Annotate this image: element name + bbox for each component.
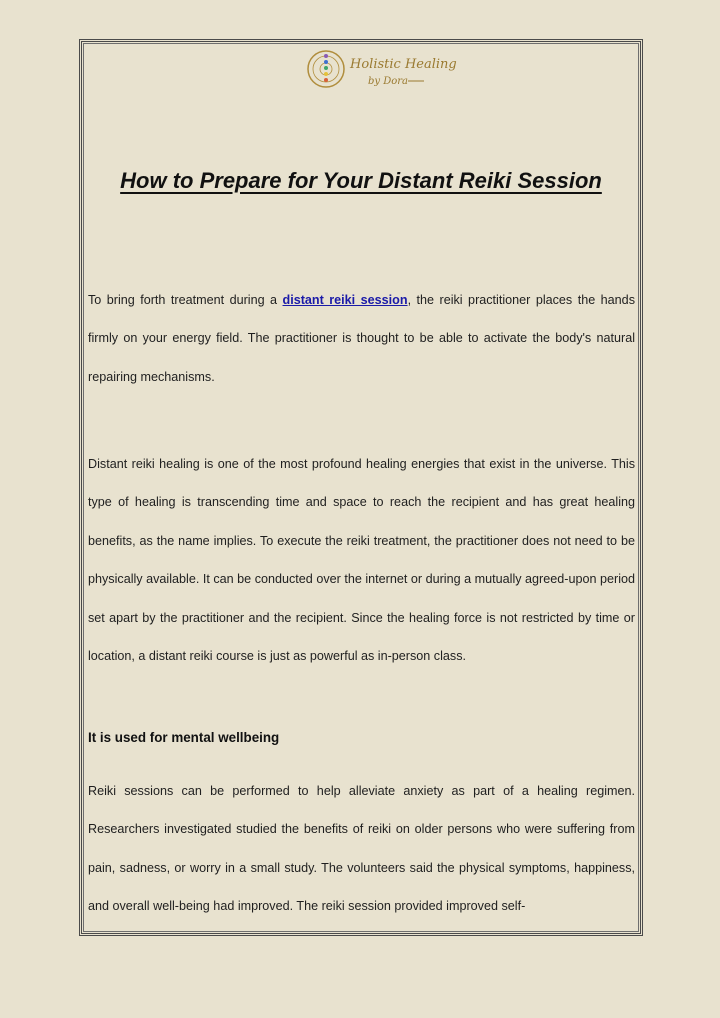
holistic-healing-logo — [306, 44, 457, 94]
logo-text-line2: by Dora — [368, 76, 409, 87]
page-title: How to Prepare for Your Distant Reiki Session — [120, 168, 602, 193]
paragraph-intro-start: To bring forth treatment during a — [88, 293, 283, 307]
paragraph-mental-wellbeing: Reiki sessions can be performed to help alleviate anxiety as part of a healing regimen. Researchers investigated studied the benefits of reiki on older persons who were suffering from pain, sadness, or worry in a small study. The volunteers said the physical symptoms, happiness, and overall well-being had improved. The reiki session provided improved self- — [88, 784, 635, 914]
paragraph-intro — [88, 281, 635, 396]
section-heading: It is used for mental wellbeing — [88, 730, 280, 745]
paragraph-intro-end: , the reiki practitioner places the hands firmly on your energy field. The practitioner is thought to be able to activate the body's natural repairing mechanisms. — [88, 293, 635, 384]
paragraph-distant-healing: Distant reiki healing is one of the most profound healing energies that exist in the universe. This type of healing is transcending time and space to reach the recipient and has great healing benefits, as the name implies. To execute the reiki treatment, the practitioner does not need to be physically available. It can be conducted over the internet or during a mutually agreed-upon period set apart by the practitioner and the recipient. Since the healing force is not restricted by time or location, a distant reiki course is just as powerful as in-person class. — [88, 457, 635, 664]
distant-reiki-session-link[interactable]: distant reiki session — [282, 293, 408, 307]
logo-text-line1: Holistic Healing — [350, 57, 457, 72]
logo-graphic — [306, 44, 457, 94]
document-page — [79, 39, 643, 936]
